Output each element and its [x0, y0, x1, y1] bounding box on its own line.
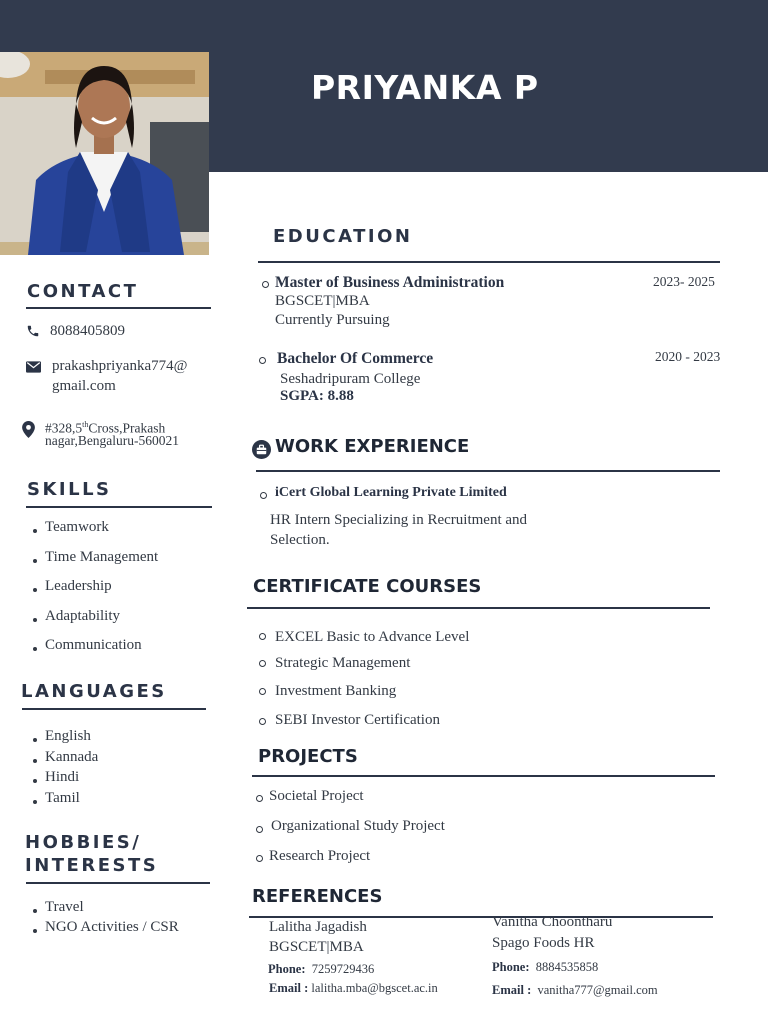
map-pin-icon: [22, 421, 35, 438]
certificate-item: EXCEL Basic to Advance Level: [275, 629, 470, 645]
projects-divider: [252, 775, 715, 777]
skills-list: [30, 519, 158, 667]
reference-2-org: Spago Foods HR: [492, 935, 595, 951]
certificates-heading: CERTIFICATE COURSES: [253, 576, 482, 597]
certificates-divider: [247, 607, 710, 609]
languages-heading: LANGUAGES: [21, 681, 167, 702]
briefcase-icon: [252, 440, 271, 459]
reference-2-email: [492, 983, 658, 998]
bullet-circle: [256, 855, 263, 862]
work-description-line1: HR Intern Specializing in Recruitment and: [270, 512, 528, 528]
bullet-circle: [262, 281, 269, 288]
contact-phone: 8088405809: [50, 323, 125, 339]
education-heading: EDUCATION: [273, 226, 413, 247]
bullet-circle: [256, 795, 263, 802]
work-company: iCert Global Learning Private Limited: [275, 485, 507, 500]
list-item: Kannada: [30, 749, 98, 770]
hobbies-heading: [25, 831, 158, 877]
list-item: Teamwork: [30, 519, 158, 549]
education-institution-2: Seshadripuram College: [280, 371, 421, 387]
contact-email-line1: prakashpriyanka774@: [52, 358, 188, 374]
bullet-circle: [259, 633, 266, 640]
email-label: Email :: [269, 981, 309, 995]
education-institution-1: BGSCET|MBA: [275, 293, 370, 309]
candidate-name: PRIYANKA P: [311, 68, 539, 107]
hobbies-divider: [26, 882, 210, 884]
address-street: Cross,Prakash: [88, 420, 166, 436]
project-item: Organizational Study Project: [271, 818, 445, 834]
education-years-1: 2023- 2025: [653, 274, 715, 289]
project-item: Research Project: [269, 848, 371, 864]
list-item: NGO Activities / CSR: [30, 919, 179, 939]
list-item: Adaptability: [30, 608, 158, 638]
bullet-circle: [259, 357, 266, 364]
reference-1-email-address: lalitha.mba@bgscet.ac.in: [311, 981, 438, 995]
contact-email-line2: gmail.com: [52, 378, 116, 394]
languages-list: [30, 728, 98, 810]
list-item: Travel: [30, 899, 179, 919]
work-divider: [256, 470, 720, 472]
contact-address-line2: nagar,Bengaluru-560021: [45, 433, 180, 448]
skills-divider: [26, 506, 212, 508]
hobbies-list: [30, 899, 179, 939]
reference-2-phone-number: 8884535858: [535, 960, 599, 974]
list-item: Leadership: [30, 578, 158, 608]
reference-1-org: BGSCET|MBA: [269, 939, 364, 955]
phone-icon: [26, 324, 40, 338]
education-sgpa: SGPA: 8.88: [280, 388, 354, 404]
phone-label: Phone:: [492, 960, 530, 974]
address-superscript: th: [82, 420, 89, 429]
list-item: Hindi: [30, 769, 98, 790]
phone-label: Phone:: [268, 962, 306, 976]
skills-heading: SKILLS: [27, 479, 112, 500]
list-item: English: [30, 728, 98, 749]
education-years-2: 2020 - 2023: [655, 349, 721, 364]
profile-photo: [0, 52, 209, 255]
envelope-icon: [26, 361, 41, 373]
work-description-line2: Selection.: [270, 532, 330, 548]
work-heading: WORK EXPERIENCE: [275, 436, 470, 457]
list-item: Time Management: [30, 549, 158, 579]
references-heading: REFERENCES: [252, 886, 383, 907]
bullet-circle: [259, 718, 266, 725]
address-number: #328,5: [45, 420, 83, 436]
bullet-circle: [259, 688, 266, 695]
reference-1-phone-number: 7259729436: [311, 962, 375, 976]
list-item: Communication: [30, 637, 158, 667]
reference-2-phone: [492, 960, 598, 975]
header-top-band: [0, 0, 768, 52]
reference-1-email: [269, 981, 438, 996]
project-item: Societal Project: [269, 788, 364, 804]
hobbies-heading-line2: INTERESTS: [25, 855, 159, 876]
education-degree-1: Master of Business Administration: [275, 274, 505, 291]
education-divider: [258, 261, 720, 263]
references-divider: [249, 916, 713, 918]
reference-1-name: Lalitha Jagadish: [269, 919, 367, 935]
certificate-item: Strategic Management: [275, 655, 411, 671]
hobbies-heading-line1: HOBBIES/: [25, 832, 142, 853]
languages-divider: [22, 708, 206, 710]
education-status-1: Currently Pursuing: [275, 312, 390, 328]
certificate-item: Investment Banking: [275, 683, 397, 699]
email-label: Email :: [492, 983, 532, 997]
education-degree-2: Bachelor Of Commerce: [277, 350, 434, 367]
contact-heading: CONTACT: [27, 281, 139, 302]
bullet-circle: [260, 492, 267, 499]
contact-divider: [26, 307, 211, 309]
bullet-circle: [259, 660, 266, 667]
certificate-item: SEBI Investor Certification: [275, 712, 440, 728]
reference-2-email-address: vanitha777@gmail.com: [537, 983, 658, 997]
list-item: Tamil: [30, 790, 98, 811]
projects-heading: PROJECTS: [258, 746, 358, 767]
reference-1-phone: [268, 962, 374, 977]
reference-2-name: Vanitha Choontharu: [492, 914, 613, 930]
bullet-circle: [256, 826, 263, 833]
